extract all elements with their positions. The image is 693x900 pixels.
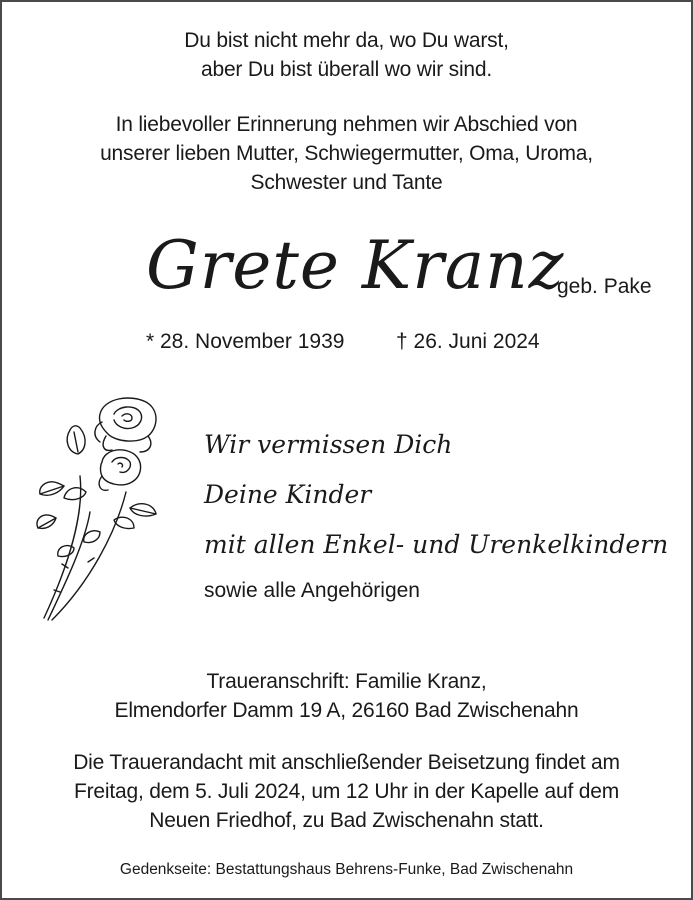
service-line: Die Trauerandacht mit anschließender Beisetzung findet am bbox=[73, 751, 620, 774]
verse bbox=[0, 26, 693, 84]
mourners-line: Deine Kinder bbox=[204, 480, 372, 509]
rose-icon bbox=[30, 392, 180, 624]
deceased-name: Grete Kranz bbox=[146, 227, 565, 304]
intro-line: In liebevoller Erinnerung nehmen wir Abschied von bbox=[115, 113, 578, 136]
mourners-block bbox=[204, 420, 674, 606]
deceased-name-row bbox=[0, 226, 693, 306]
service-line: Freitag, dem 5. Juli 2024, um 12 Uhr in der Kapelle auf dem bbox=[74, 780, 619, 803]
service-info bbox=[0, 748, 693, 835]
maiden-name: geb. Pake bbox=[557, 275, 652, 298]
death-date: † 26. Juni 2024 bbox=[396, 330, 540, 353]
verse-line: aber Du bist überall wo wir sind. bbox=[200, 58, 493, 81]
address bbox=[0, 667, 693, 725]
birth-date: * 28. November 1939 bbox=[146, 330, 345, 353]
intro bbox=[0, 110, 693, 197]
verse-line: Du bist nicht mehr da, wo Du warst, bbox=[184, 29, 509, 52]
address-line: Elmendorfer Damm 19 A, 26160 Bad Zwischenahn bbox=[114, 699, 579, 722]
service-line: Neuen Friedhof, zu Bad Zwischenahn statt. bbox=[149, 809, 544, 832]
memorial-page-note: Gedenkseite: Bestattungshaus Behrens-Funke, Bad Zwischenahn bbox=[119, 861, 574, 878]
intro-line: unserer lieben Mutter, Schwiegermutter, Oma, Uroma, bbox=[100, 142, 593, 165]
intro-line: Schwester und Tante bbox=[250, 171, 443, 194]
mourners-line: sowie alle Angehörigen bbox=[204, 579, 420, 602]
address-line: Traueranschrift: Familie Kranz, bbox=[206, 670, 487, 693]
mourners-line: mit allen Enkel- und Urenkelkindern bbox=[204, 530, 669, 559]
mourners-line: Wir vermissen Dich bbox=[204, 430, 453, 459]
